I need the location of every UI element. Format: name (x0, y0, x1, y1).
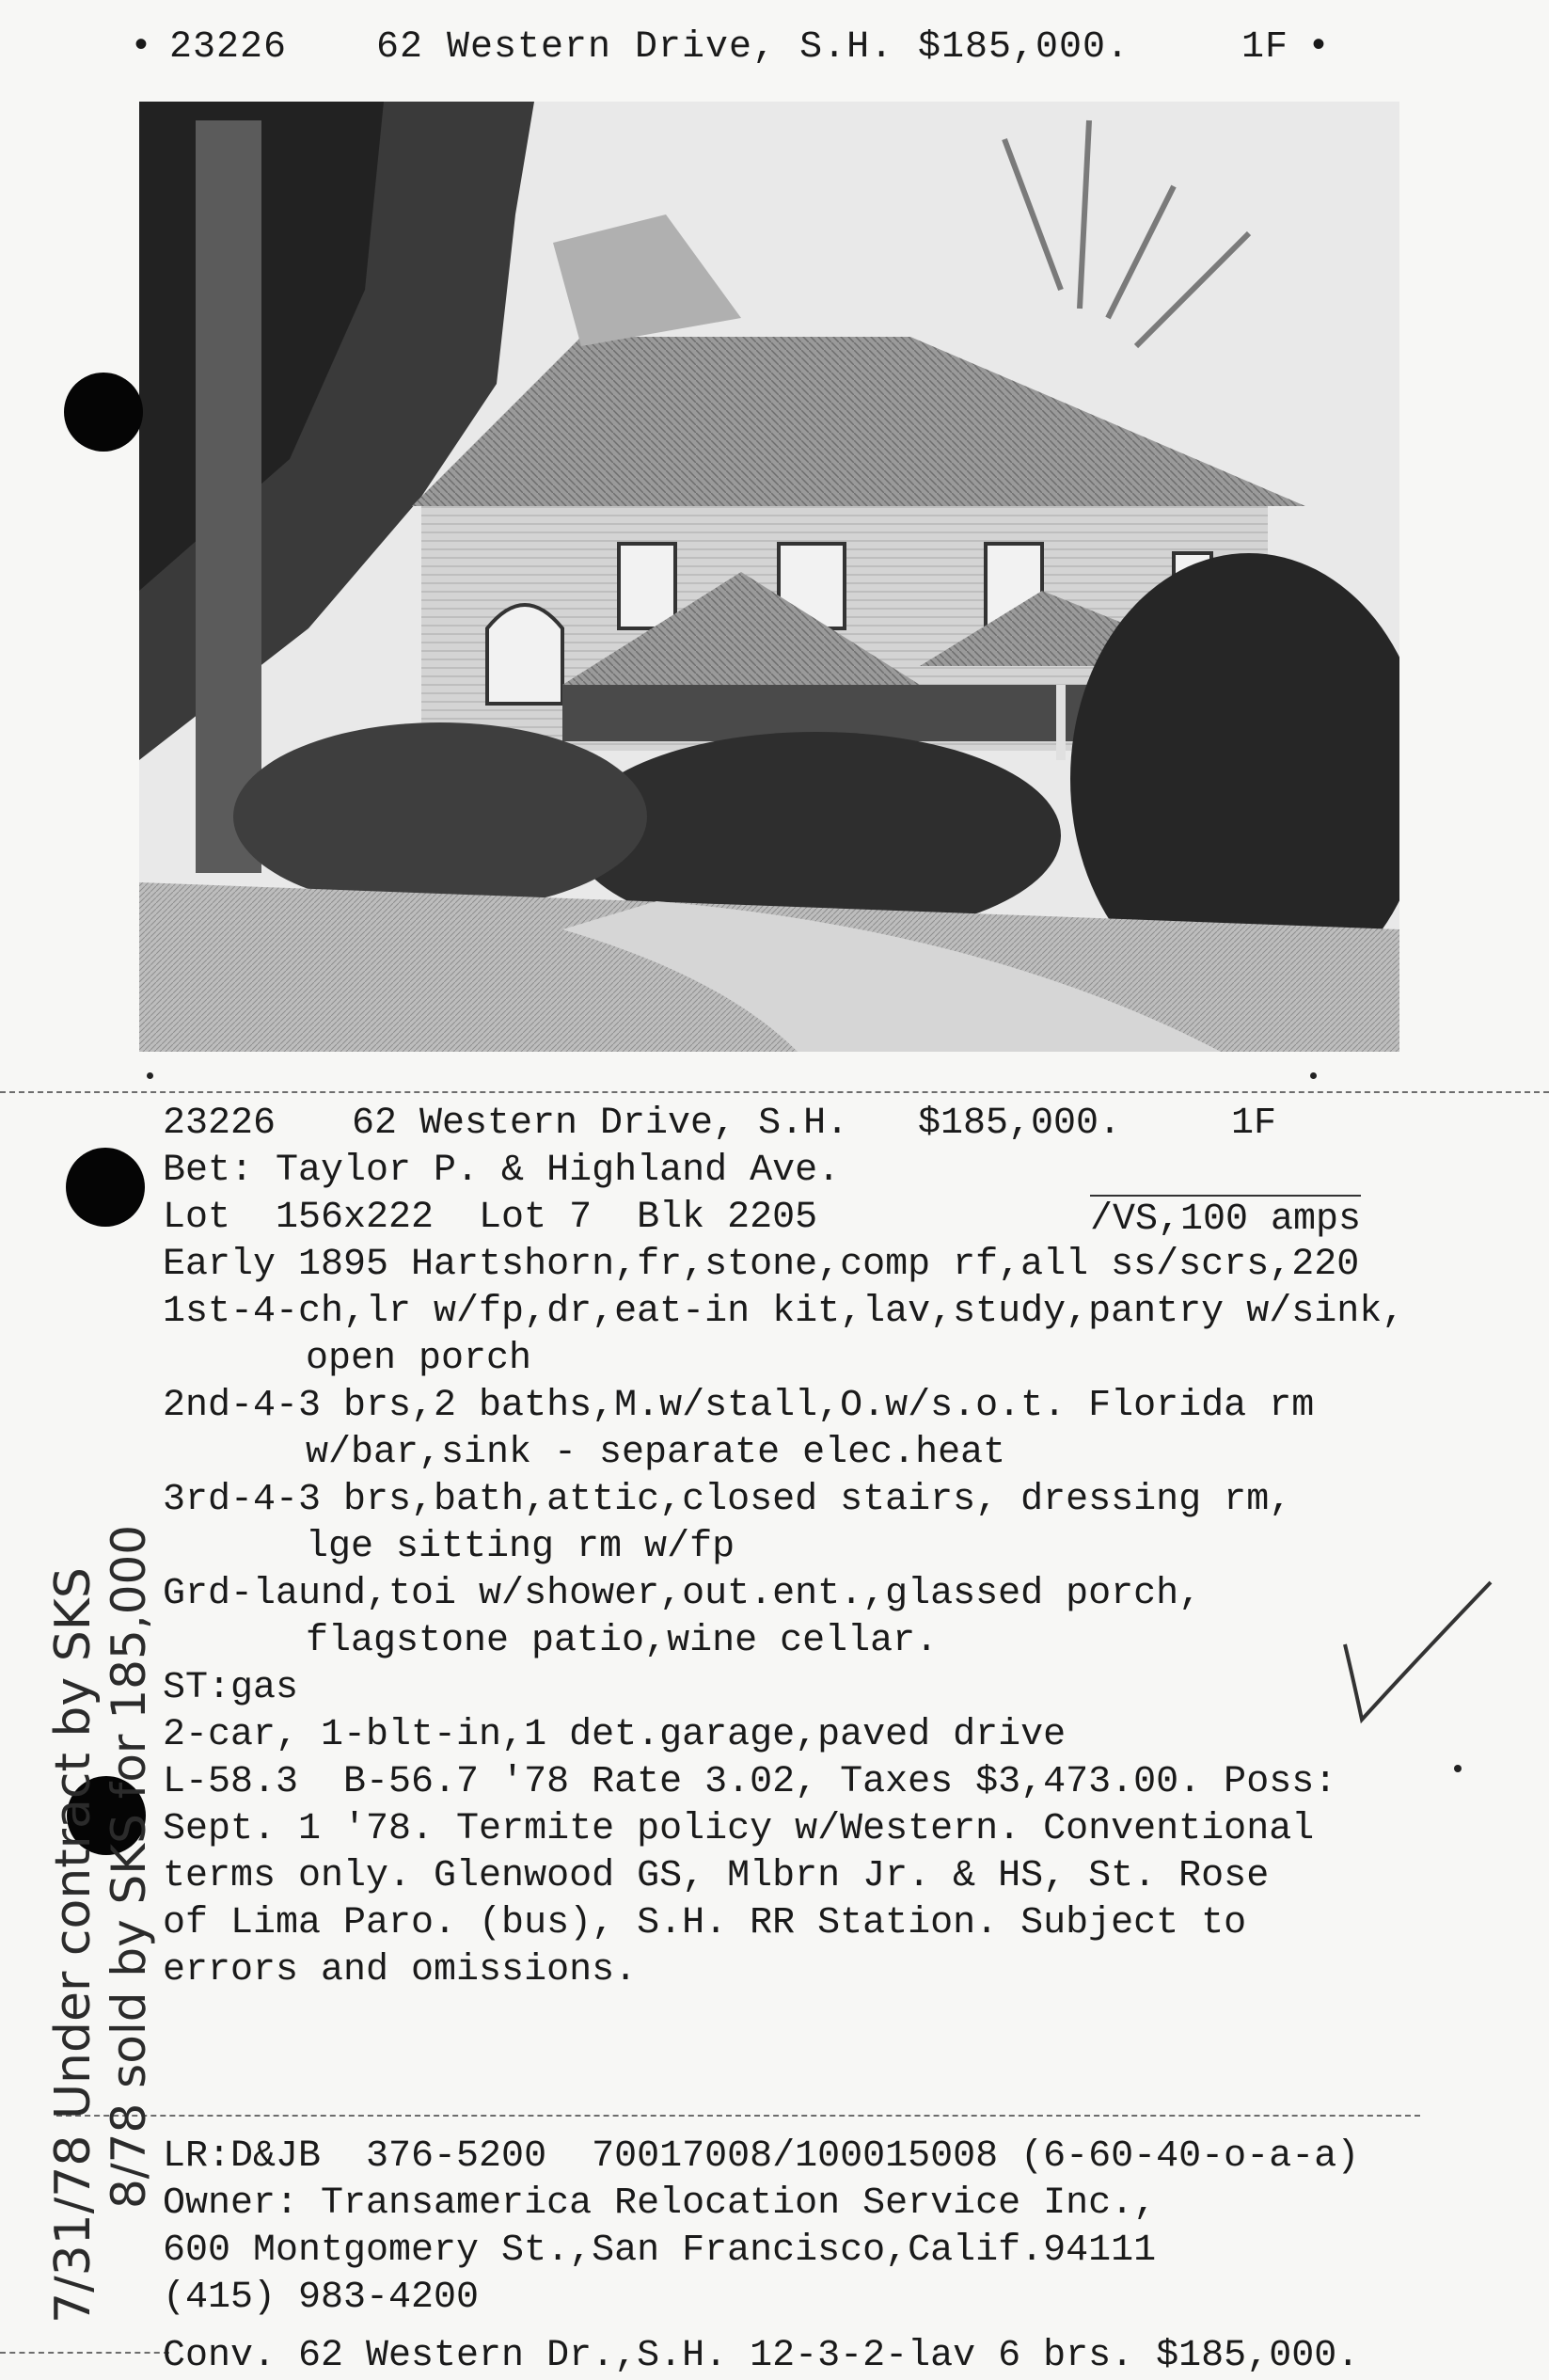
second-floor-line2: w/bar,sink - separate elec.heat (306, 1432, 1006, 1474)
header-code: 1F (1241, 26, 1289, 69)
bottom-divider (0, 2352, 169, 2354)
header-dot-end: • (1307, 26, 1332, 69)
punch-hole-top (64, 373, 143, 452)
listing-footer (163, 2134, 1479, 2322)
third-floor-line1: 3rd-4-3 brs,bath,attic,closed stairs, dressing rm, (163, 1479, 1292, 1521)
owner-phone: (415) 983-4200 (163, 2277, 480, 2319)
listing-broker: LR:D&JB 376-5200 70017008/100015008 (6-60-40-o-a-a) (163, 2135, 1360, 2178)
checkmark-icon (1336, 1571, 1505, 1731)
between-streets: Bet: Taylor P. & Highland Ave. (163, 1150, 841, 1192)
lot-dimensions: Lot 156x222 Lot 7 Blk 2205 (163, 1197, 818, 1239)
header-price: $185,000. (918, 26, 1130, 69)
card-top-divider (0, 1091, 1549, 1093)
listing-code: 1F (1231, 1103, 1277, 1145)
punch-hole-middle (66, 1148, 145, 1227)
listing-price: $185,000. (918, 1103, 1122, 1145)
conventional-line: Conv. 62 Western Dr.,S.H. 12-3-2-lav 6 brs. $185,000. (163, 2335, 1360, 2377)
conventional-summary (163, 2333, 1479, 2380)
listing-address: 62 Western Drive, S.H. (352, 1103, 849, 1145)
third-floor-line2: lge sitting rm w/fp (306, 1526, 735, 1568)
card-dot-right (1310, 1072, 1317, 1079)
listing-title-row (163, 1101, 1479, 1148)
second-floor-line1: 2nd-4-3 brs,2 baths,M.w/stall,O.w/s.o.t. Florida rm (163, 1385, 1315, 1427)
header-address: 62 Western Drive, S.H. (376, 26, 894, 69)
first-floor-line1: 1st-4-ch,lr w/fp,dr,eat-in kit,lav,study,pantry w/sink, (163, 1291, 1405, 1333)
listing-number: 23226 (163, 1103, 277, 1145)
house-photo-drawing (139, 102, 1399, 1052)
owner-address: 600 Montgomery St.,San Francisco,Calif.94111 (163, 2229, 1157, 2272)
first-floor-line2: open porch (306, 1338, 532, 1380)
ground-floor-line1: Grd-laund,toi w/shower,out.ent.,glassed porch, (163, 1573, 1202, 1615)
header-listing-number: 23226 (169, 26, 288, 69)
footer-divider (56, 2115, 1420, 2117)
margin-note-sold: 8/78 sold by SKS for 185,000 (102, 1524, 156, 2209)
card-dot-left (147, 1072, 153, 1079)
steam-heat: ST:gas (163, 1667, 299, 1709)
disclaimer-line: errors and omissions. (163, 1949, 638, 1991)
terms-line: terms only. Glenwood GS, Mlbrn Jr. & HS, St. Rose (163, 1855, 1270, 1897)
tax-line: L-58.3 B-56.7 '78 Rate 3.02, Taxes $3,473.00. Poss: (163, 1761, 1337, 1803)
possession-line: Sept. 1 '78. Termite policy w/Western. Conventional (163, 1808, 1315, 1850)
margin-note-under-contract: 7/31/78 Under contract by SKS (45, 1567, 102, 2324)
header-dot: • (130, 26, 154, 69)
schools-line: of Lima Paro. (bus), S.H. RR Station. Subject to (163, 1902, 1247, 1944)
electrical-service: /VS,100 amps (1090, 1195, 1361, 1244)
house-photo (139, 102, 1399, 1052)
listing-details (163, 1101, 1479, 1994)
owner-name: Owner: Transamerica Relocation Service Inc., (163, 2182, 1157, 2225)
garage-details: 2-car, 1-blt-in,1 det.garage,paved drive (163, 1714, 1067, 1756)
ground-floor-line2: flagstone patio,wine cellar. (306, 1620, 939, 1662)
lot-row (163, 1195, 1479, 1242)
construction-details: Early 1895 Hartshorn,fr,stone,comp rf,all ss/scrs,220 (163, 1244, 1360, 1286)
